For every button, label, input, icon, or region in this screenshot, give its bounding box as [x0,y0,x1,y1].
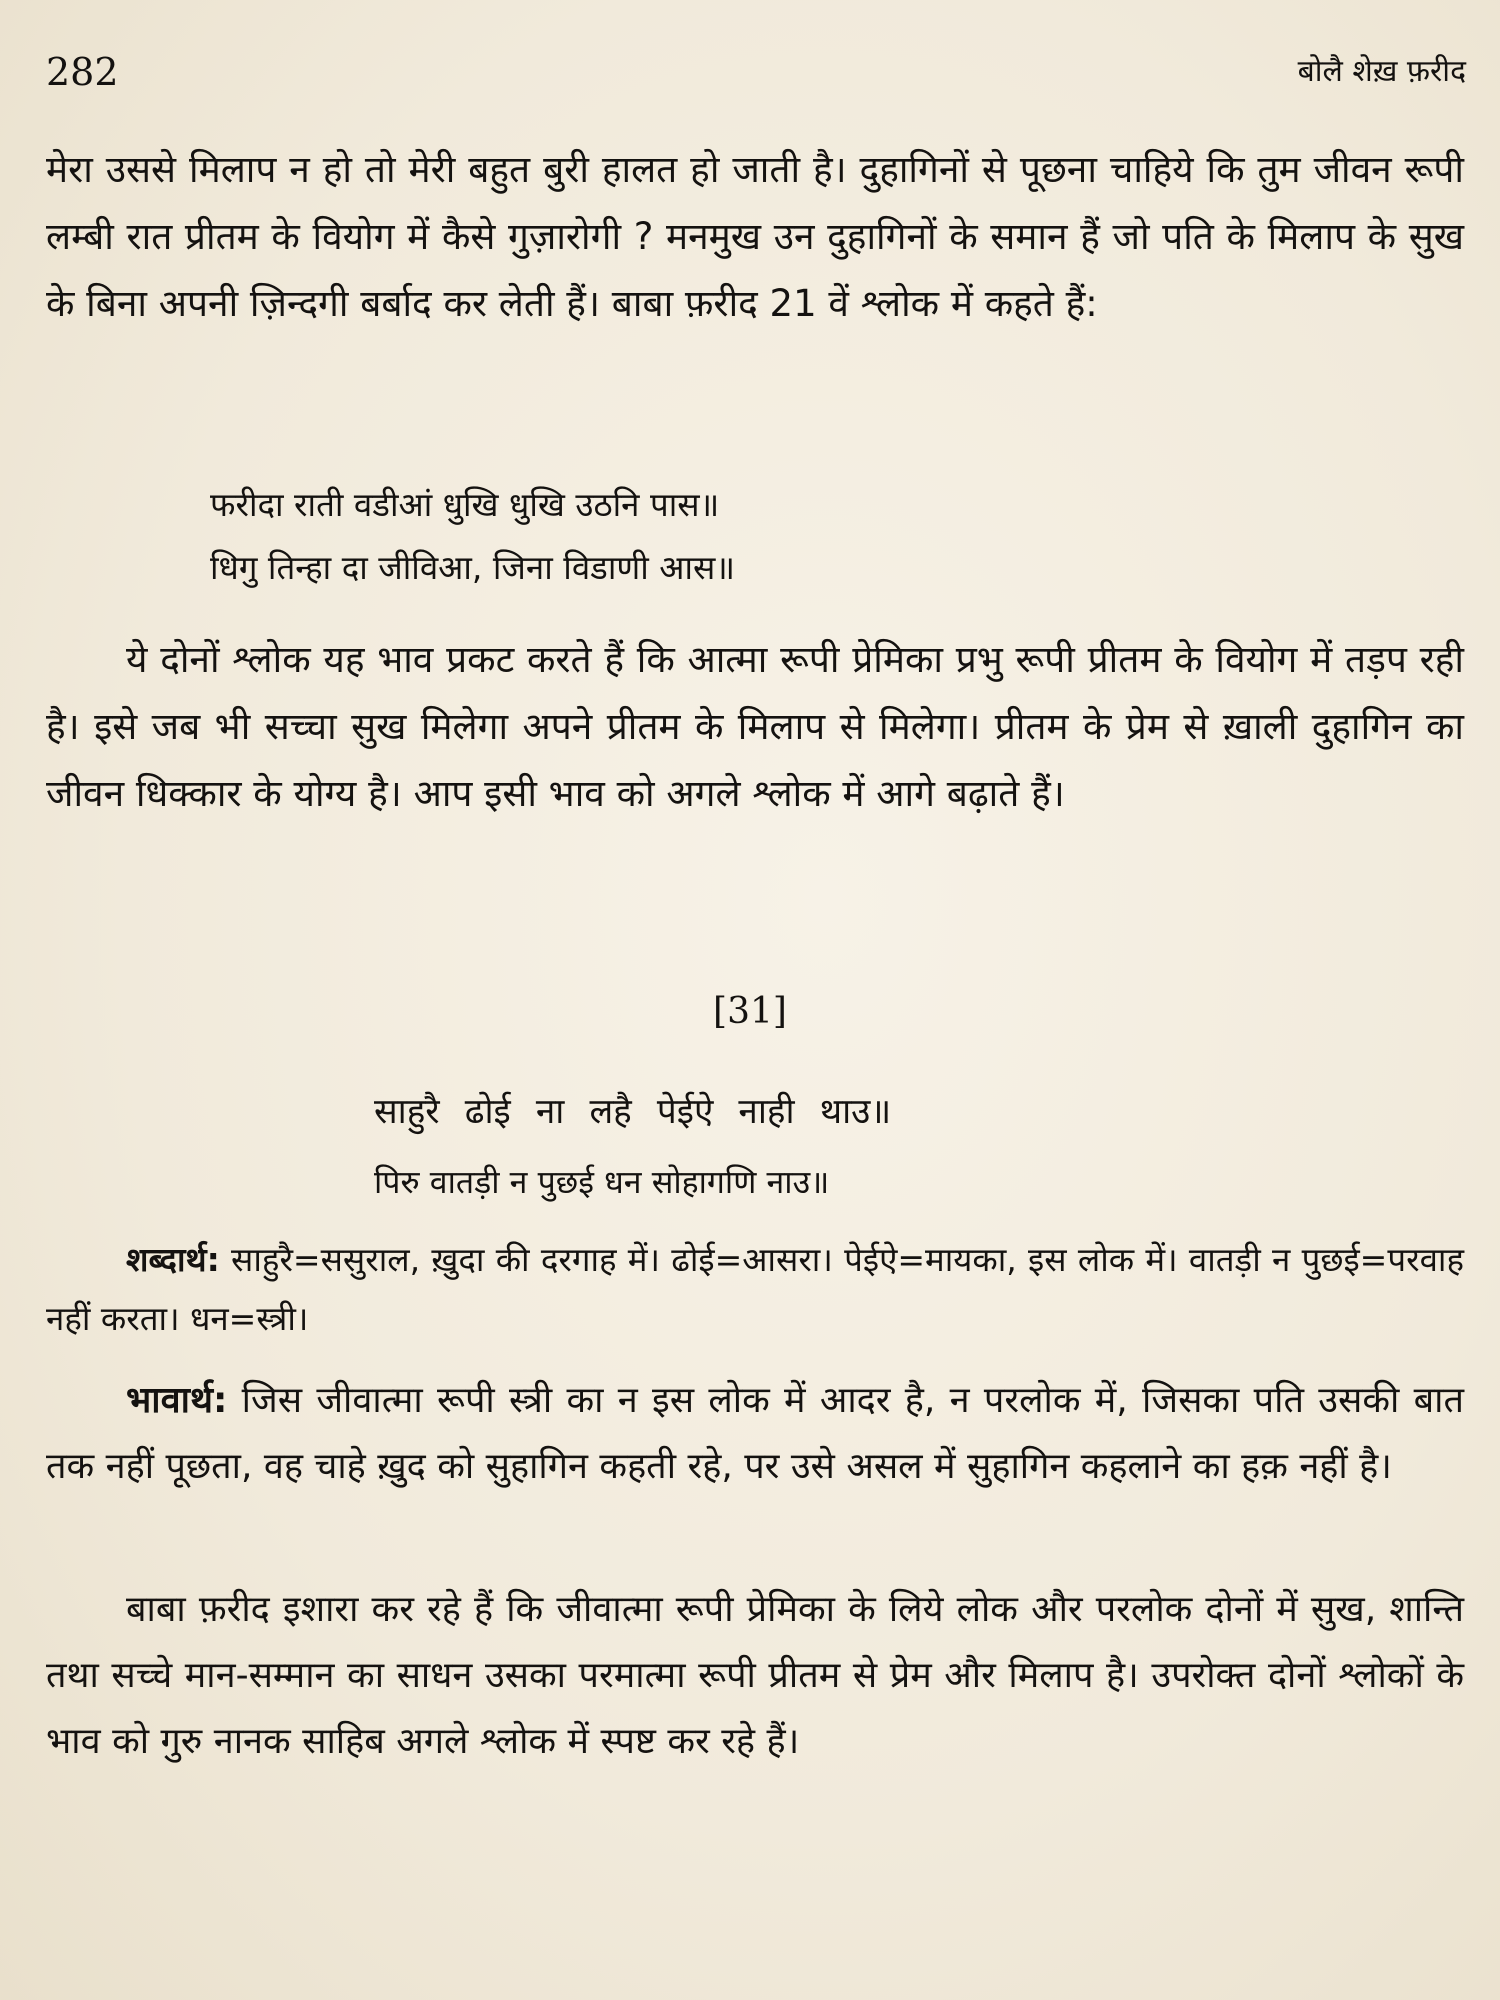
running-title: बोलै शेख़ फ़रीद [1297,54,1466,89]
shloka-line-1: साहुरै ढोई ना लहै पेईऐ नाही थाउ॥ [374,1092,892,1132]
quoted-verse-line-1: फरीदा राती वडीआं धुखि धुखि उठनि पास॥ [210,485,720,524]
meaning-text: जिस जीवात्मा रूपी स्त्री का न इस लोक में आदर है, न परलोक में, जिसका पति उसकी बात तक नहीं पूछता, वह चाहे ख़ुद को सुहागिन कहती रहे, पर उसे असल में सुहागिन कहलाने का हक़ नहीं है। [46,1380,1464,1487]
shloka-line-2: पिरु वातड़ी न पुछई धन सोहागणि नाउ॥ [374,1163,830,1201]
paragraph-explanation: ये दोनों श्लोक यह भाव प्रकट करते हैं कि आत्मा रूपी प्रेमिका प्रभु रूपी प्रीतम के वियोग में तड़प रही है। इसे जब भी सच्चा सुख मिलेगा अपने प्रीतम के मिलाप से मिलेगा। प्रीतम के प्रेम से ख़ाली दुहागिन का जीवन धिक्कार के योग्य है। आप इसी भाव को अगले श्लोक में आगे बढ़ाते हैं। [46,638,1464,815]
paragraph-intro: मेरा उससे मिलाप न हो तो मेरी बहुत बुरी हालत हो जाती है। दुहागिनों से पूछना चाहिये कि तुम जीवन रूपी लम्बी रात प्रीतम के वियोग में कैसे गुज़ारोगी ? मनमुख उन दुहागिनों के समान हैं जो पति के मिलाप के सुख के बिना अपनी ज़िन्दगी बर्बाद कर लेती हैं। बाबा फ़रीद 21 वें श्लोक में कहते हैं: [46,148,1464,325]
page-header [46,42,1466,102]
paragraph-word-meanings [46,1230,1464,1348]
word-meanings-label: शब्दार्थ: [126,1240,220,1279]
meaning-label: भावार्थ: [126,1380,228,1421]
page-number: 282 [46,50,119,94]
shloka-number: [31] [713,991,787,1032]
word-meanings-text: साहुरै=ससुराल, ख़ुदा की दरगाह में। ढोई=आसरा। पेईऐ=मायका, इस लोक में। वातड़ी न पुछई=परवाह नहीं करता। धन=स्त्री। [46,1240,1464,1338]
quoted-verse-line-2: धिगु तिन्हा दा जीविआ, जिना विडाणी आस॥ [210,548,736,587]
paragraph-commentary: बाबा फ़रीद इशारा कर रहे हैं कि जीवात्मा रूपी प्रेमिका के लिये लोक और परलोक दोनों में सुख, शान्ति तथा सच्चे मान-सम्मान का साधन उसका परमात्मा रूपी प्रीतम से प्रेम और मिलाप है। उपरोक्त दोनों श्लोकों के भाव को गुरु नानक साहिब अगले श्लोक में स्पष्ट कर रहे हैं। [46,1589,1464,1762]
paragraph-meaning [46,1368,1464,1500]
